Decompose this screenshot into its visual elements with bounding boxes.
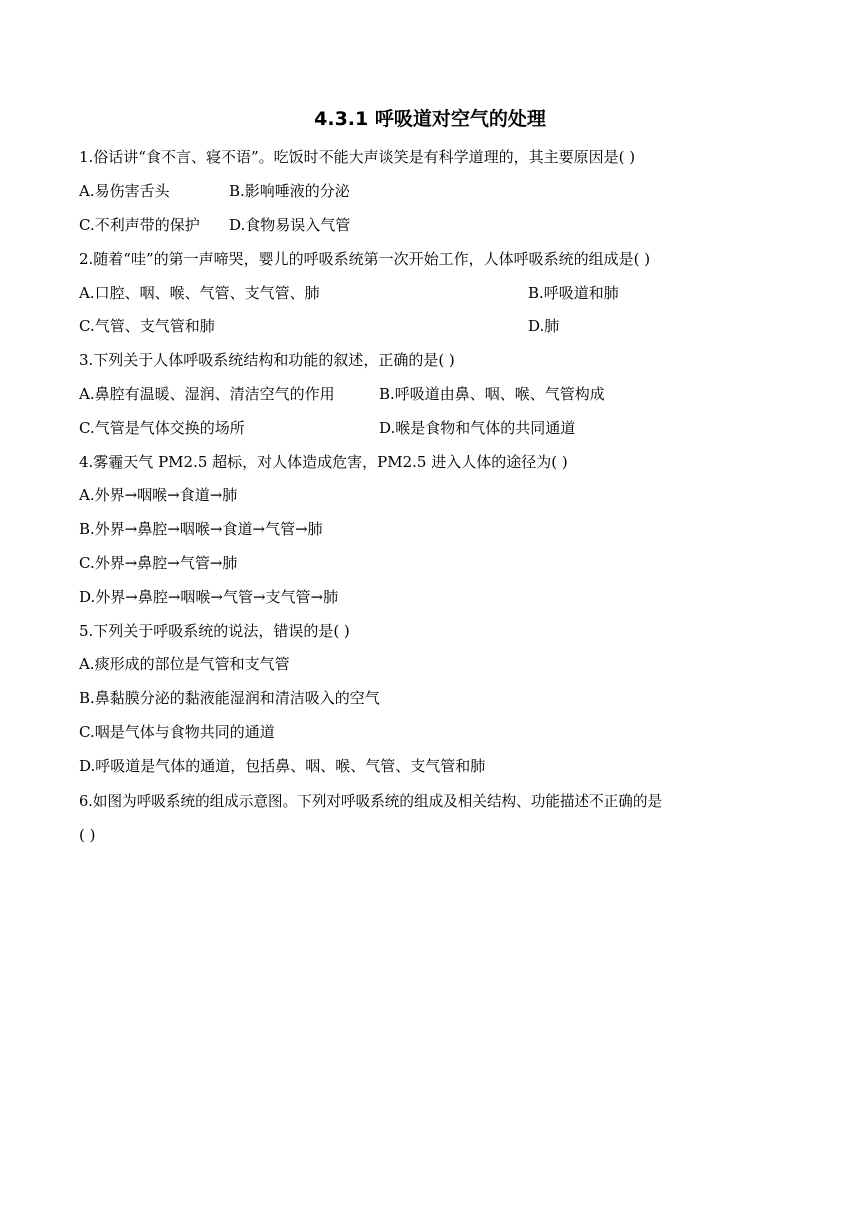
- question-6-stem-continuation: ( ): [79, 826, 96, 844]
- question-2-option-a: A.口腔、咽、喉、气管、支气管、肺: [79, 284, 320, 302]
- question-5-option-c: C.咽是气体与食物共同的通道: [79, 723, 275, 741]
- question-5-option-d: D.呼吸道是气体的通道，包括鼻、咽、喉、气管、支气管和肺: [79, 757, 486, 775]
- question-2-option-b: B.呼吸道和肺: [528, 284, 619, 302]
- page-title: 4.3.1 呼吸道对空气的处理: [314, 108, 546, 130]
- question-2-stem: 2.随着“哇”的第一声啼哭，婴儿的呼吸系统第一次开始工作，人体呼吸系统的组成是( ): [79, 250, 651, 268]
- question-6-stem: 6.如图为呼吸系统的组成示意图。下列对呼吸系统的组成及相关结构、功能描述不正确的是: [79, 793, 663, 810]
- question-2-option-c: C.气管、支气管和肺: [79, 317, 215, 335]
- question-5-stem: 5.下列关于呼吸系统的说法，错误的是( ): [79, 622, 350, 640]
- question-1-option-a: A.易伤害舌头: [79, 182, 170, 200]
- question-4-option-c: C.外界→鼻腔→气管→肺: [79, 554, 238, 572]
- question-4-option-d: D.外界→鼻腔→咽喉→气管→支气管→肺: [79, 588, 339, 606]
- question-1-stem: 1.俗话讲“食不言、寝不语”。吃饭时不能大声谈笑是有科学道理的，其主要原因是( ): [79, 148, 636, 166]
- question-1-option-b: B.影响唾液的分泌: [229, 182, 350, 200]
- question-1-option-d: D.食物易误入气管: [229, 216, 351, 234]
- question-5-option-a: A.痰形成的部位是气管和支气管: [79, 655, 290, 673]
- question-1-option-c: C.不利声带的保护: [79, 216, 200, 234]
- question-3-stem: 3.下列关于人体呼吸系统结构和功能的叙述，正确的是( ): [79, 351, 455, 369]
- question-4-option-a: A.外界→咽喉→食道→肺: [79, 486, 238, 504]
- question-2-option-d: D.肺: [528, 317, 560, 335]
- question-3-option-d: D.喉是食物和气体的共同通道: [379, 419, 576, 437]
- question-3-option-b: B.呼吸道由鼻、咽、喉、气管构成: [379, 385, 605, 403]
- question-4-stem: 4.雾霾天气 PM2.5 超标，对人体造成危害，PM2.5 进入人体的途径为( ): [79, 453, 568, 471]
- question-3-option-a: A.鼻腔有温暖、湿润、清洁空气的作用: [79, 385, 335, 403]
- question-5-option-b: B.鼻黏膜分泌的黏液能湿润和清洁吸入的空气: [79, 689, 380, 707]
- question-3-option-c: C.气管是气体交换的场所: [79, 419, 245, 437]
- question-4-option-b: B.外界→鼻腔→咽喉→食道→气管→肺: [79, 520, 323, 538]
